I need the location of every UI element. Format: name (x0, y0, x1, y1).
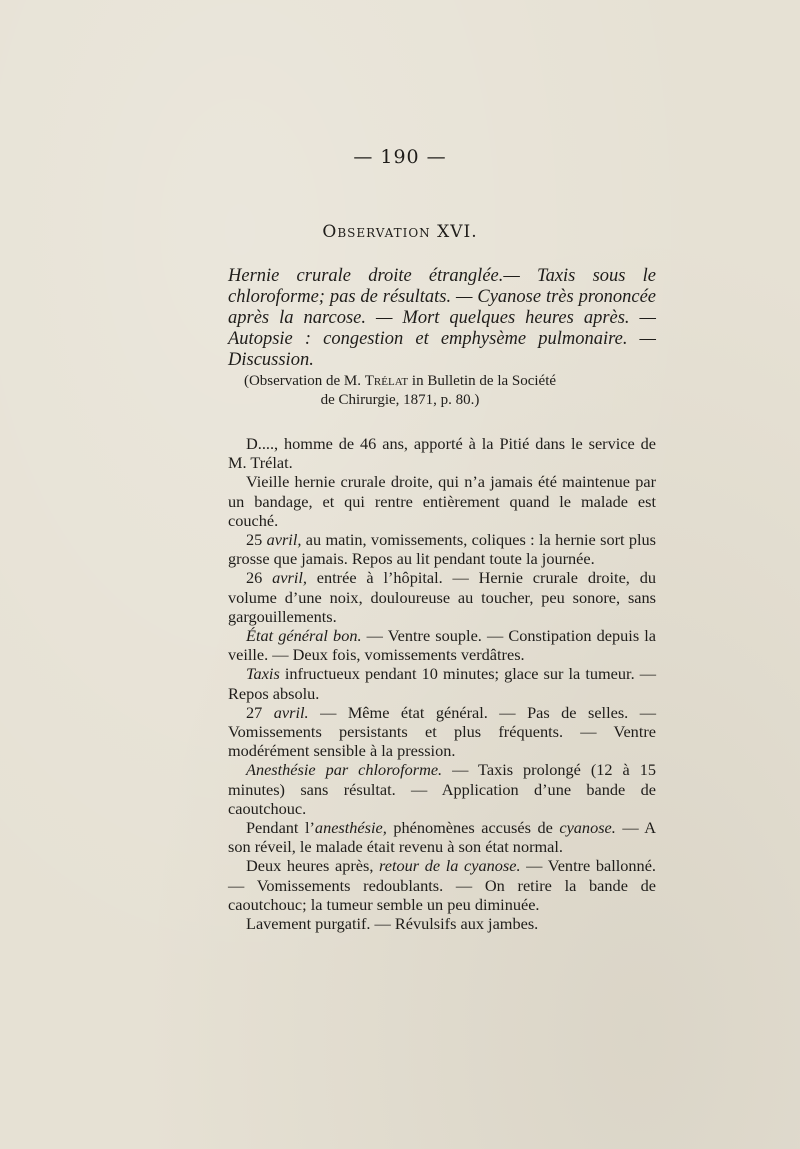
paragraph-text: Pendant l’ (246, 818, 315, 838)
observation-heading (0, 222, 800, 242)
paragraph-lavement (228, 914, 656, 933)
paragraph-anesthesie (228, 760, 656, 818)
paragraph-text: avril. (273, 702, 309, 722)
page-number: — 190 — (353, 146, 447, 168)
observation-numeral: XVI. (437, 222, 478, 242)
paragraph-text: avril, (272, 568, 307, 588)
paragraph-deux-heures (228, 856, 656, 914)
source-line-2: de Chirurgie, 1871, p. 80.) (320, 392, 480, 408)
observation-label: Observation (322, 222, 431, 242)
source-author: Trélat (364, 373, 409, 389)
paragraph-text: 27 (246, 702, 274, 722)
case-summary-text: Hernie crurale droite étranglée.— Taxis sous le chloroforme; pas de résultats. — Cyanose très prononcée après la narcose. — Mort quelques heures après. — Autopsie : congestion et emphysème pulmonaire. — Discussion. (228, 266, 656, 370)
paragraph-text: au matin, vomissements, coliques : la hernie sort plus grosse que jamais. Repos au lit pendant toute la journée. (228, 530, 656, 569)
paragraph-pendant (228, 818, 656, 856)
paragraph-taxis (228, 664, 656, 702)
paragraph-etat-general (228, 626, 656, 664)
paragraph-text: anesthésie, (314, 818, 387, 838)
paragraph-text: avril, (266, 530, 302, 550)
paragraph-history (228, 472, 656, 530)
paragraph-text: — Ventre ballonné. — Vomissements redoublants. — On retire la bande de caoutchouc; la tumeur semble un peu diminuée. (228, 856, 656, 914)
source-suffix: in Bulletin de la Société (408, 373, 557, 389)
paragraph-text: Anesthésie par chloroforme. (246, 760, 443, 780)
paragraph-text: Deux heures après, (246, 856, 380, 876)
source-prefix: (Observation de M. (243, 373, 365, 389)
paragraph-text: 26 (246, 568, 273, 588)
paragraph-text: État général bon. (246, 626, 362, 646)
paragraph-text: D...., homme de 46 ans, apporté à la Pitié dans le service de M. Trélat. (228, 434, 656, 473)
paragraph-text: — A son réveil, le malade était revenu à son état normal. (228, 818, 657, 857)
paragraph-text: Lavement purgatif. — Révulsifs aux jambes. (246, 914, 539, 934)
paragraph-text: — Ventre souple. — Constipation depuis la veille. — Deux fois, vomissements verdâtres. (228, 626, 656, 665)
paragraph-intro (228, 434, 656, 472)
paragraph-text: cyanose. (559, 818, 616, 838)
paragraph-april-26 (228, 568, 656, 626)
paragraph-text: entrée à l’hôpital. — Hernie crurale droite, du volume d’une noix, douloureuse au toucher, peu sonore, sans gargouillements. (228, 568, 656, 626)
paragraph-april-27 (228, 703, 656, 761)
paragraph-text: 25 (246, 530, 267, 550)
case-body (228, 434, 656, 933)
paragraph-april-25 (228, 530, 656, 568)
paragraph-text: Taxis (246, 664, 280, 684)
source-line-1 (0, 372, 800, 391)
paragraph-text: — Même état général. — Pas de selles. — Vomissements persistants et plus fréquents. — Ventre modérément sensible à la pression. (228, 702, 656, 761)
paragraph-text: retour de la cyanose. (379, 856, 521, 876)
paragraph-text: Vieille hernie crurale droite, qui n’a jamais été maintenue par un bandage, et qui rentre entièrement quand le malade est couché. (228, 472, 656, 530)
source-citation (0, 372, 800, 410)
paragraph-text: phénomènes accusés de (386, 818, 560, 838)
case-summary (228, 266, 656, 371)
paragraph-text: — Taxis prolongé (12 à 15 minutes) sans résultat. — Application d’une bande de caoutchouc. (228, 760, 656, 818)
paragraph-text: infructueux pendant 10 minutes; glace sur la tumeur. — Repos absolu. (228, 664, 656, 703)
